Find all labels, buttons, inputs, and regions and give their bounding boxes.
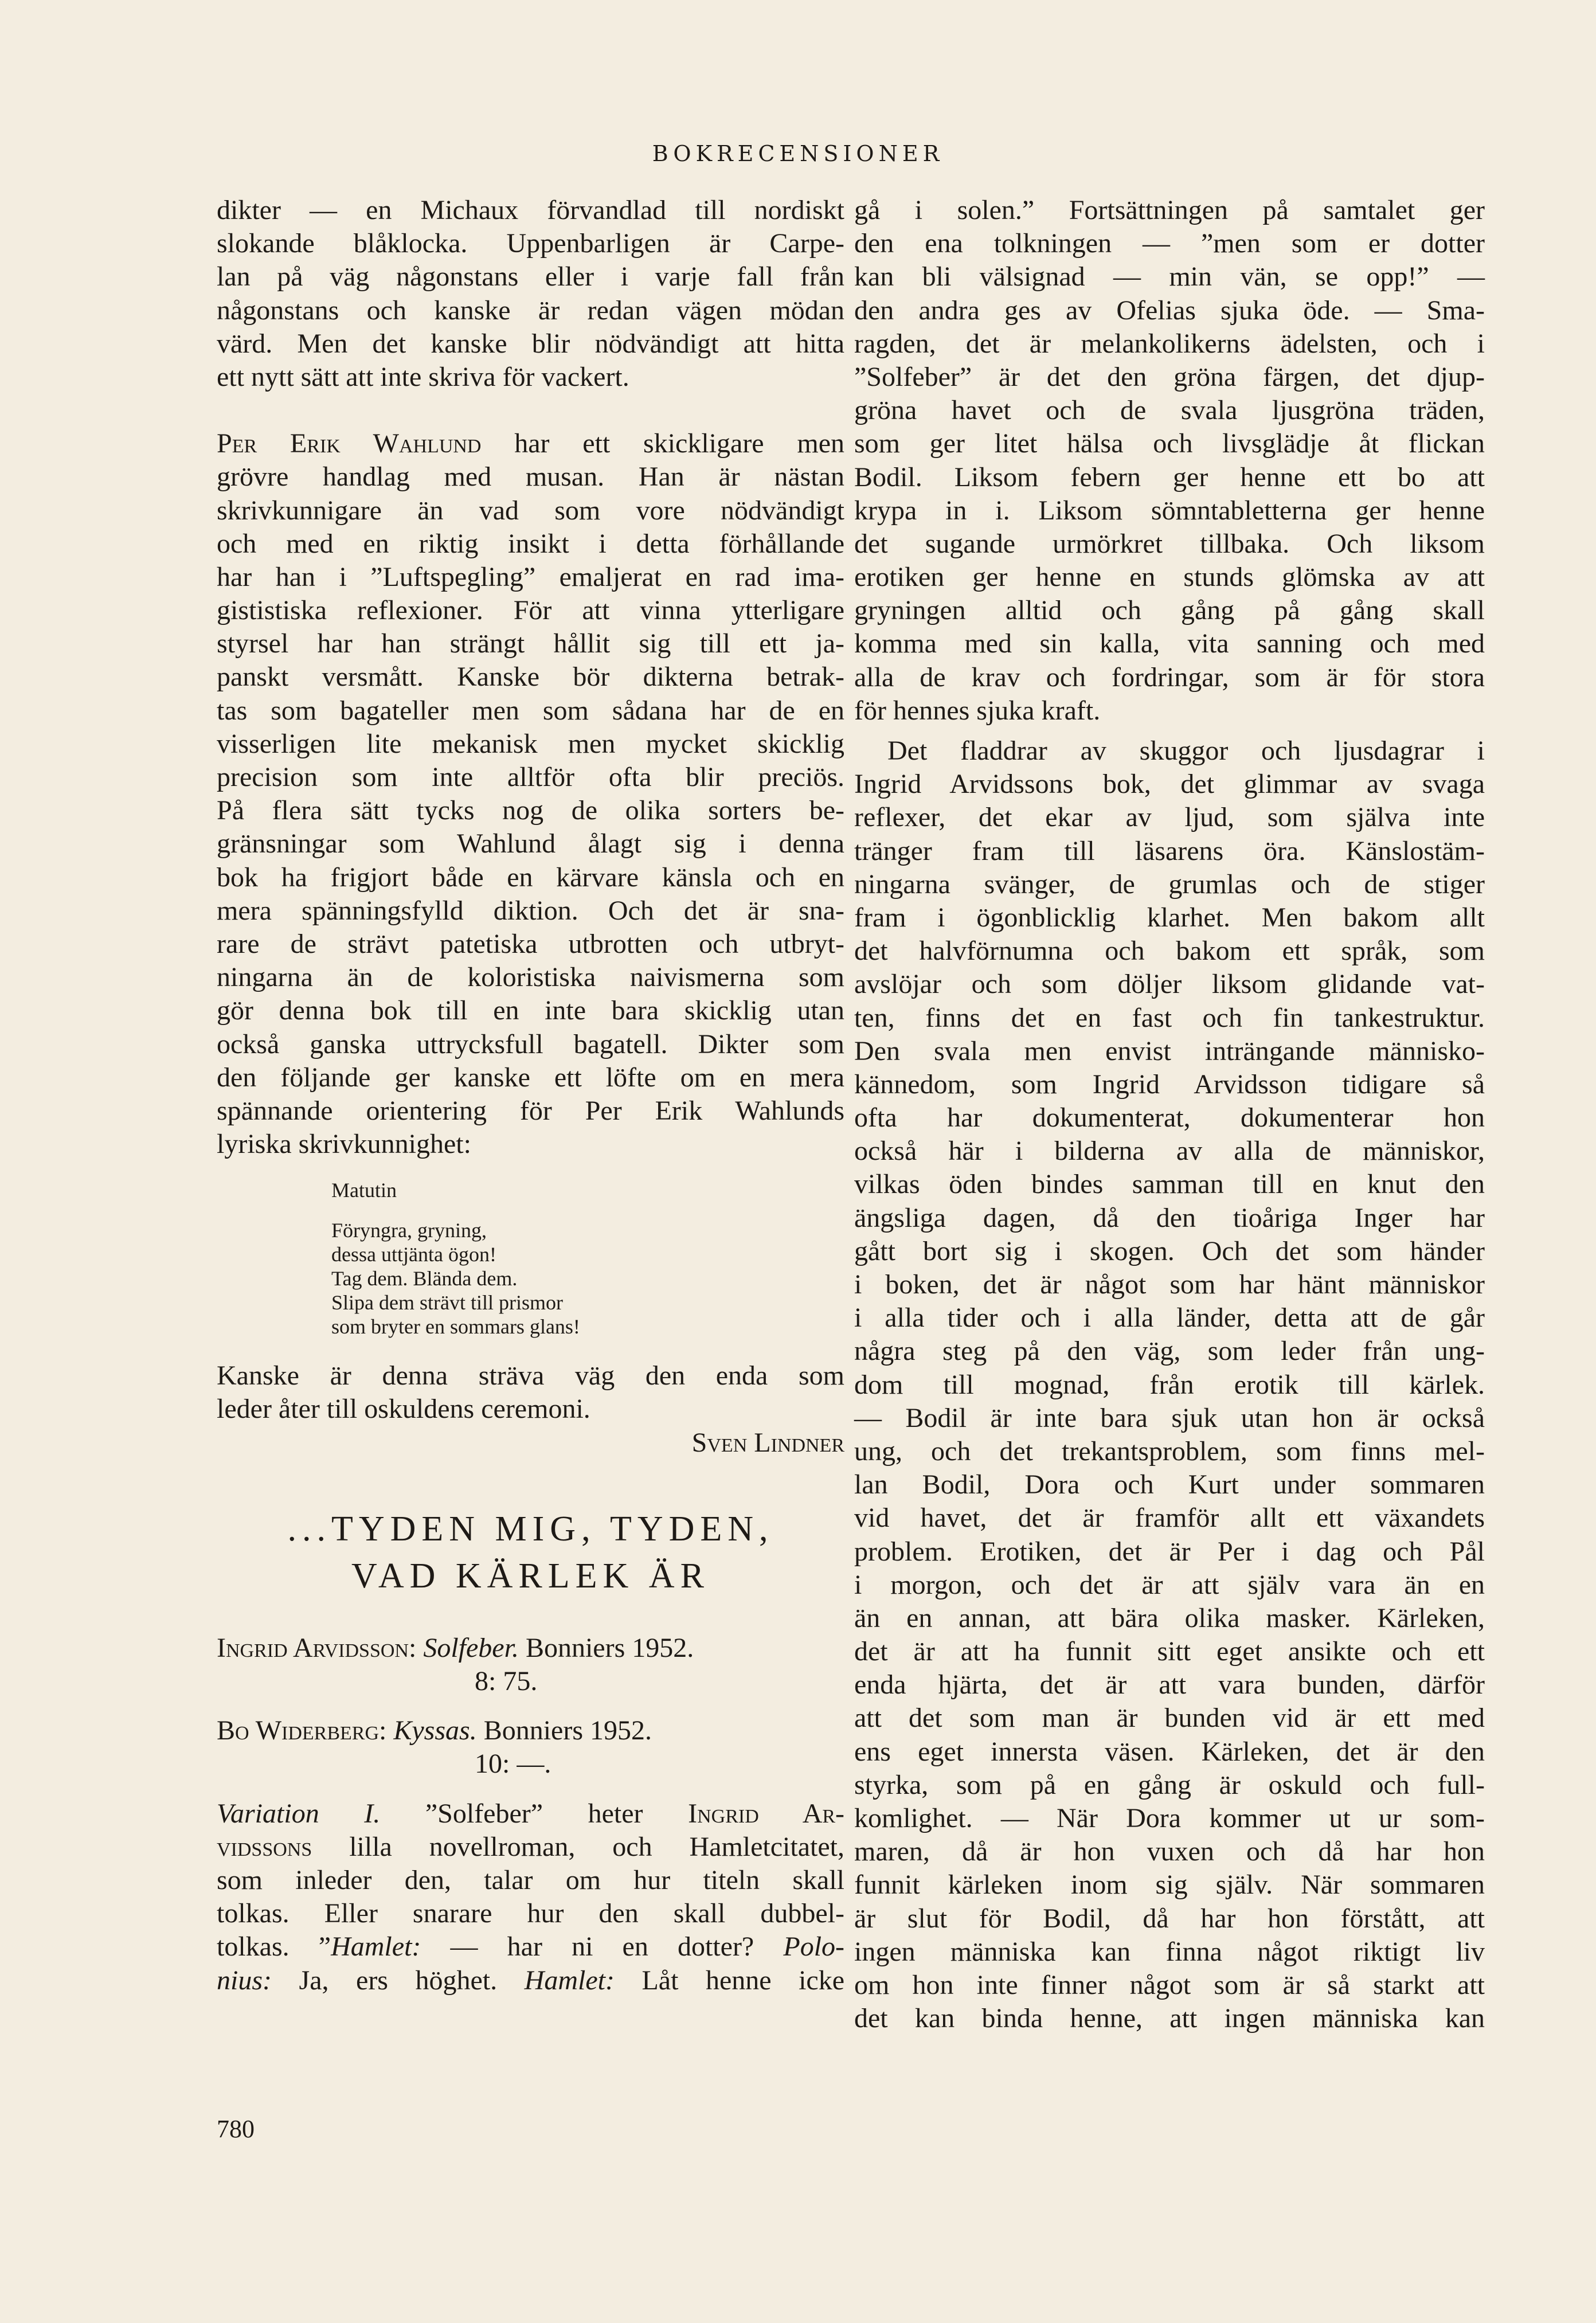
text-line: att det som man är bunden vid är ett med bbox=[854, 1703, 1485, 1734]
text-line: ung, och det trekantsproblem, som finns mel- bbox=[854, 1436, 1485, 1466]
text-line: gå i solen.” Fortsättningen på samtalet ger bbox=[854, 195, 1485, 225]
author-name: Ingrid Ar- bbox=[688, 1798, 845, 1829]
text-line bbox=[217, 1831, 844, 1864]
speaker-name: nius: bbox=[217, 1965, 272, 1996]
poem-title: Matutin bbox=[331, 1179, 397, 1202]
paragraph-conclusion bbox=[217, 1359, 844, 1460]
text-line: mera spänningsfylld diktion. Och det är sna- bbox=[217, 895, 844, 926]
variation-label: Variation I. bbox=[217, 1798, 381, 1829]
book-line bbox=[217, 1632, 844, 1665]
text-line: gröna havet och de svala ljusgröna träden, bbox=[854, 395, 1485, 426]
text-line bbox=[217, 1797, 844, 1831]
text-line: det kan binda henne, att ingen människa kan bbox=[854, 2003, 1485, 2034]
text-span: tolkas. ” bbox=[217, 1931, 331, 1962]
paragraph-carpelan-end bbox=[217, 194, 844, 394]
poem-line: som bryter en sommars glans! bbox=[331, 1315, 580, 1339]
poem-line: dessa uttjänta ögon! bbox=[331, 1243, 496, 1266]
text-line: ningarna än de koloristiska naivismerna som bbox=[217, 962, 844, 993]
text-line: än en annan, att bära olika masker. Kärleken, bbox=[854, 1602, 1485, 1633]
section-spacer bbox=[217, 1460, 844, 1505]
text-line: ofta har dokumenterat, dokumenterar hon bbox=[854, 1102, 1485, 1133]
text-line: grövre handlag med musan. Han är nästan bbox=[217, 462, 844, 492]
poem-matutin bbox=[331, 1178, 844, 1339]
text-line: Den svala men envist inträngande människo- bbox=[854, 1035, 1485, 1066]
text-span: — har ni en dotter? bbox=[450, 1931, 754, 1962]
paragraph-solfeber-body bbox=[854, 734, 1485, 2035]
text-line: spännande orientering för Per Erik Wahlunds bbox=[217, 1095, 844, 1126]
text-line: ningarna svänger, de grumlas och de stiger bbox=[854, 869, 1485, 900]
heading-line: VAD KÄRLEK ÄR bbox=[351, 1556, 710, 1595]
text-line: kännedom, som Ingrid Arvidsson tidigare så bbox=[854, 1069, 1485, 1100]
text-line: i morgon, och det är att själv vara än en bbox=[854, 1569, 1485, 1600]
book-title: Solfeber. bbox=[423, 1632, 519, 1663]
text-line: den andra ges av Ofelias sjuka öde. — Sma- bbox=[854, 295, 1485, 326]
text-line: komlighet. — När Dora kommer ut ur som- bbox=[854, 1803, 1485, 1833]
paragraph-gap bbox=[217, 394, 844, 427]
text-line: ragden, det är melankolikerns ädelsten, och i bbox=[854, 328, 1485, 359]
author-name: Per Erik Wahlund bbox=[217, 428, 482, 459]
text-line: tolkas. Eller snarare hur den skall dubbel- bbox=[217, 1898, 844, 1929]
text-line bbox=[217, 427, 844, 460]
text-line: funnit kärleken inom sig själv. När sommaren bbox=[854, 1870, 1485, 1900]
text-line bbox=[217, 1964, 844, 1997]
paragraph-variation bbox=[217, 1797, 844, 1997]
text-line: tas som bagateller men som sådana har de en bbox=[217, 695, 844, 726]
book-entry-widerberg bbox=[217, 1714, 844, 1781]
text-line: det är att ha funnit sitt eget ansikte och ett bbox=[854, 1636, 1485, 1667]
poem-line: Föryngra, gryning, bbox=[331, 1219, 487, 1242]
text-line: som inleder den, talar om hur titeln skall bbox=[217, 1865, 844, 1895]
book-price: 8: 75. bbox=[475, 1666, 538, 1697]
text-line: gististiska reflexioner. För att vinna ytterligare bbox=[217, 595, 844, 626]
text-span: har ett skickligare men bbox=[514, 428, 844, 459]
speaker-name: Hamlet: bbox=[331, 1931, 421, 1962]
text-line: gryningen alltid och gång på gång skall bbox=[854, 595, 1485, 626]
text-line: På flera sätt tycks nog de olika sorters be- bbox=[217, 795, 844, 826]
text-line: lan Bodil, Dora och Kurt under sommaren bbox=[854, 1469, 1485, 1500]
text-line: som ger litet hälsa och livsglädje åt flickan bbox=[854, 428, 1485, 459]
text-line: Kanske är denna sträva väg den enda som bbox=[217, 1360, 844, 1391]
text-line: det sugande urmörkret tillbaka. Och liksom bbox=[854, 528, 1485, 559]
text-line: visserligen lite mekanisk men mycket skicklig bbox=[217, 728, 844, 759]
reviewer-signature: Sven Lindner bbox=[691, 1427, 844, 1458]
text-line: lan på väg någonstans eller i varje fall från bbox=[217, 261, 844, 292]
text-span: lilla novellroman, och Hamletcitatet, bbox=[349, 1831, 845, 1862]
text-line: gränsningar som Wahlund ålagt sig i denna bbox=[217, 828, 844, 859]
text-line: styrsel har han strängt hållit sig till ett ja- bbox=[217, 628, 844, 659]
text-line: också här i bilderna av alla de människor, bbox=[854, 1136, 1485, 1167]
text-line: kan bli välsignad — min vän, se opp!” — bbox=[854, 261, 1485, 292]
text-line: enda hjärta, det är att vara bunden, därför bbox=[854, 1669, 1485, 1700]
text-line bbox=[217, 1930, 844, 1964]
text-line: i boken, det är något som har hänt människor bbox=[854, 1269, 1485, 1300]
speaker-name: Polo- bbox=[783, 1931, 845, 1962]
text-line: har han i ”Luftspegling” emaljerat en rad ima- bbox=[217, 561, 844, 592]
speaker-name: Hamlet: bbox=[524, 1965, 615, 1996]
text-line: Bodil. Liksom febern ger henne ett bo att bbox=[854, 462, 1485, 492]
heading-line: ...TYDEN MIG, TYDEN, bbox=[287, 1509, 774, 1548]
text-line: för hennes sjuka kraft. bbox=[854, 695, 1101, 726]
paragraph-solfeber-intro bbox=[854, 194, 1485, 728]
poem-line: Tag dem. Blända dem. bbox=[331, 1267, 518, 1290]
text-line: ten, finns det en fast och fin tankestruktur. bbox=[854, 1002, 1485, 1033]
text-line: den ena tolkningen — ”men som er dotter bbox=[854, 228, 1485, 259]
book-author: Ingrid Arvidsson: bbox=[217, 1632, 417, 1663]
text-line: precision som inte alltför ofta blir preciös. bbox=[217, 762, 844, 792]
text-line: värd. Men det kanske blir nödvändigt att hitta bbox=[217, 328, 844, 359]
text-line: skrivkunnigare än vad som vore nödvändigt bbox=[217, 495, 844, 526]
text-line: rare de strävt patetiska utbrotten och utbryt- bbox=[217, 928, 844, 959]
text-line: Det fladdrar av skuggor och ljusdagrar i bbox=[887, 736, 1485, 766]
book-publisher: Bonniers 1952. bbox=[483, 1715, 652, 1746]
text-line: leder åter till oskuldens ceremoni. bbox=[217, 1394, 590, 1425]
book-author: Bo Widerberg: bbox=[217, 1715, 387, 1746]
text-line: krypa in i. Liksom sömntabletterna ger henne bbox=[854, 495, 1485, 526]
text-line: vilkas öden bindes samman till en knut den bbox=[854, 1169, 1485, 1200]
text-line: ett nytt sätt att inte skriva för vackert. bbox=[217, 361, 629, 392]
text-line: dom till mognad, från erotik till kärlek. bbox=[854, 1369, 1485, 1400]
text-line: alla de krav och fordringar, som är för stora bbox=[854, 662, 1485, 693]
text-line: om hon inte finner något som är så starkt att bbox=[854, 1969, 1485, 2000]
text-line: problem. Erotiken, det är Per i dag och Pål bbox=[854, 1536, 1485, 1567]
running-header: BOKRECENSIONER bbox=[652, 141, 944, 166]
book-entry-arvidsson bbox=[217, 1632, 844, 1698]
text-line: erotiken ger henne en stunds glömska av att bbox=[854, 562, 1485, 593]
book-price: 10: —. bbox=[475, 1749, 551, 1780]
text-line: är slut för Bodil, då har hon förstått, att bbox=[854, 1903, 1485, 1934]
text-line: i alla tider och i alla länder, detta att de går bbox=[854, 1303, 1485, 1333]
text-line: komma med sin kalla, vita sanning och med bbox=[854, 628, 1485, 659]
book-line bbox=[217, 1714, 844, 1747]
left-column bbox=[217, 194, 844, 1997]
text-line: — Bodil är inte bara sjuk utan hon är också bbox=[854, 1402, 1485, 1433]
text-line: gått bort sig i skogen. Och det som händer bbox=[854, 1235, 1485, 1266]
text-line: det halvförnumna och bakom ett språk, som bbox=[854, 936, 1485, 967]
text-line: och med en riktig insikt i detta förhållande bbox=[217, 528, 844, 559]
text-line: vid havet, det är framför allt ett växandets bbox=[854, 1503, 1485, 1534]
text-line: den följande ger kanske ett löfte om en mera bbox=[217, 1062, 844, 1093]
section-heading bbox=[217, 1505, 844, 1599]
text-line: fram i ögonblicklig klarhet. Men bakom allt bbox=[854, 902, 1485, 933]
text-line: ”Solfeber” är det den gröna färgen, det djup- bbox=[854, 361, 1485, 392]
poem-line: Slipa dem strävt till prismor bbox=[331, 1291, 563, 1315]
text-line: avslöjar och som döljer liksom glidande vat- bbox=[854, 969, 1485, 1000]
text-line: reflexer, det ekar av ljud, som själva inte bbox=[854, 802, 1485, 833]
text-span: ”Solfeber” heter bbox=[425, 1798, 643, 1829]
text-line: styrka, som på en gång är oskuld och full- bbox=[854, 1769, 1485, 1800]
paragraph-wahlund bbox=[217, 427, 844, 1161]
text-line: gör denna bok till en inte bara skicklig utan bbox=[217, 995, 844, 1026]
page-number: 780 bbox=[217, 2115, 255, 2143]
text-line: lyriska skrivkunnighet: bbox=[217, 1129, 471, 1160]
paragraph-gap bbox=[854, 728, 1485, 734]
text-line: dikter — en Michaux förvandlad till nordiskt bbox=[217, 195, 844, 225]
right-column bbox=[854, 194, 1485, 2035]
text-span: Ja, ers höghet. bbox=[299, 1965, 498, 1996]
book-publisher: Bonniers 1952. bbox=[525, 1632, 694, 1663]
book-title: Kyssas. bbox=[393, 1715, 477, 1746]
text-line: ängsliga dagen, då den tioåriga Inger har bbox=[854, 1202, 1485, 1233]
text-line: slokande blåklocka. Uppenbarligen är Carpe- bbox=[217, 228, 844, 259]
text-line: maren, då är hon vuxen och då har hon bbox=[854, 1836, 1485, 1867]
text-line: några steg på den väg, som leder från ung- bbox=[854, 1336, 1485, 1367]
text-span: Låt henne icke bbox=[641, 1965, 845, 1996]
text-line: panskt versmått. Kanske bör dikterna betrak- bbox=[217, 662, 844, 693]
text-line: bok ha frigjort både en kärvare känsla och en bbox=[217, 862, 844, 893]
text-line: tränger fram till läsarens öra. Känslostäm- bbox=[854, 835, 1485, 866]
text-line: ingen människa kan finna något riktigt liv bbox=[854, 1936, 1485, 1967]
text-line: också ganska uttrycksfull bagatell. Dikter som bbox=[217, 1028, 844, 1059]
section-spacer bbox=[217, 1599, 844, 1632]
author-name: vidssons bbox=[217, 1831, 312, 1862]
text-line: ens eget innersta väsen. Kärleken, det är den bbox=[854, 1736, 1485, 1767]
text-line: någonstans och kanske är redan vägen mödan bbox=[217, 295, 844, 326]
text-line: Ingrid Arvidssons bok, det glimmar av svaga bbox=[854, 769, 1485, 800]
